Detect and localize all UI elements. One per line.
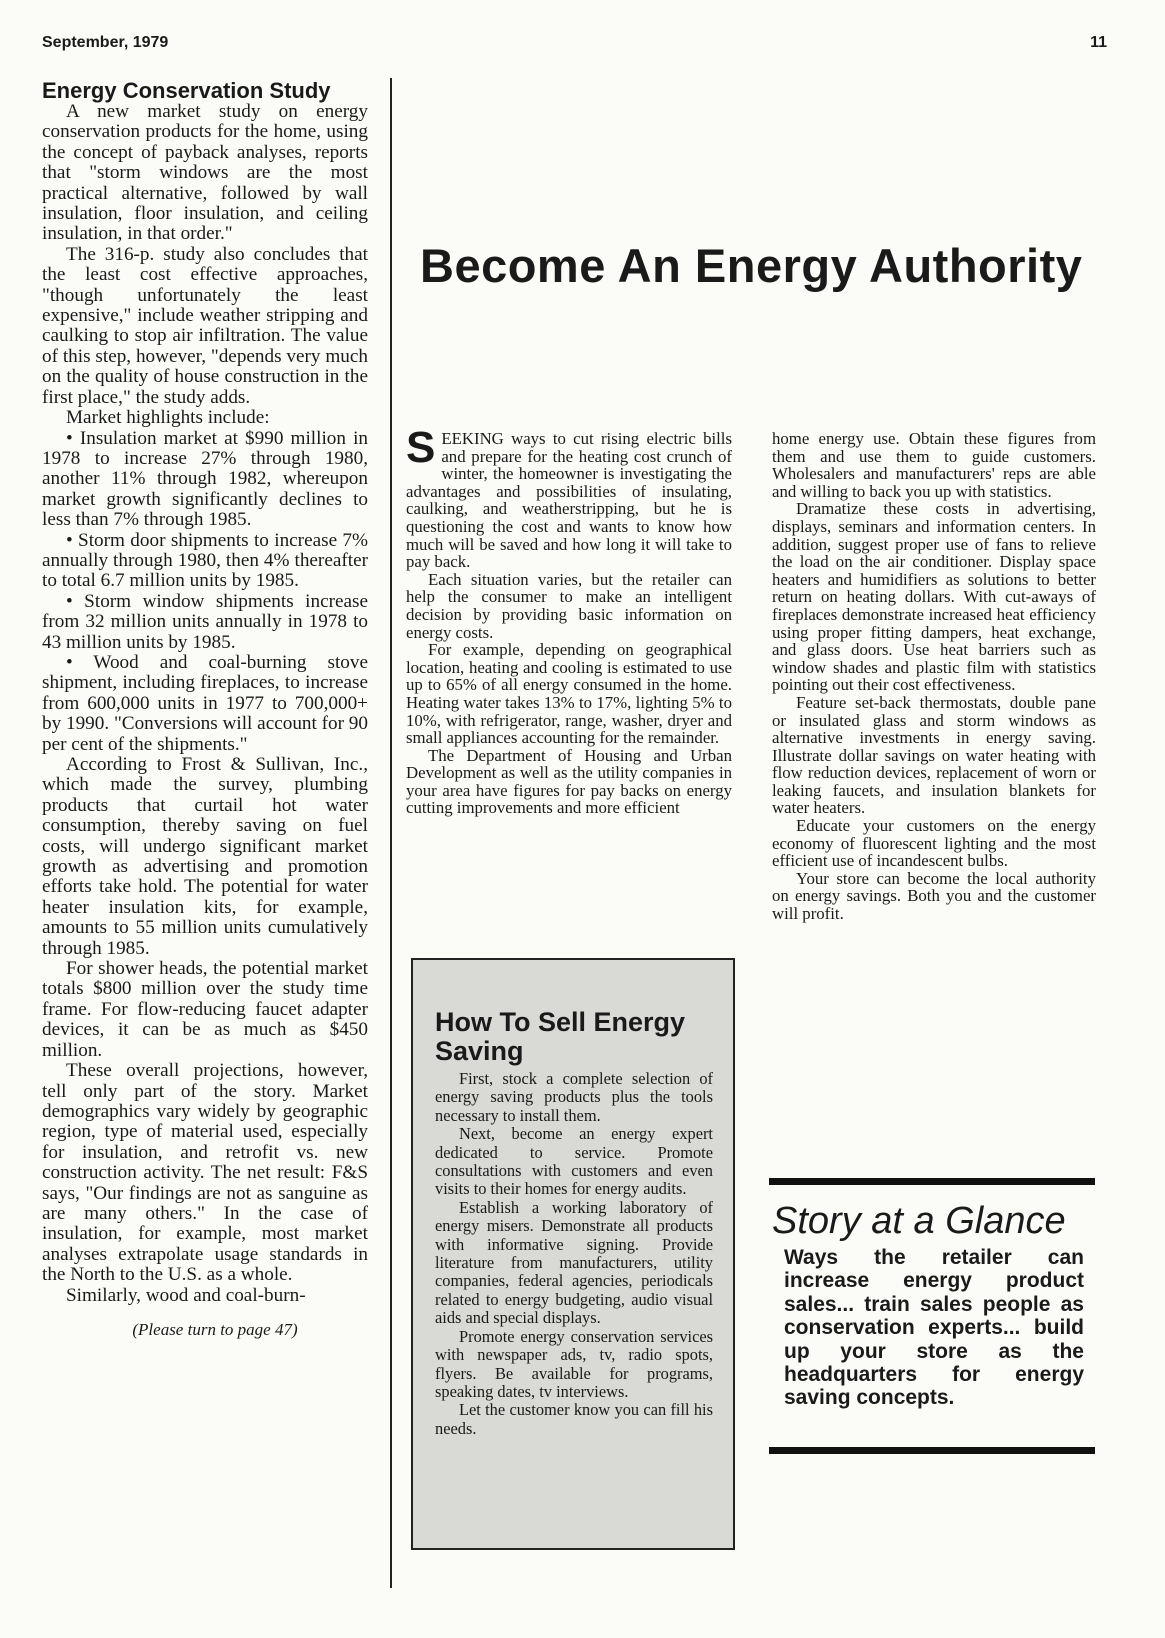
issue-date: September, 1979: [42, 34, 169, 51]
paragraph: home energy use. Obtain these figures from them and use them to guide customers. Wholesalers and manufacturers' reps are able and willing to back you up with statistics.: [772, 429, 1096, 501]
paragraph: The Department of Housing and Urban Development as well as the utility companies in your area have figures for pay backs on energy cutting improvements and more efficient: [406, 745, 732, 818]
paragraph: Market highlights include:: [66, 407, 270, 429]
bullet-paragraph: • Storm door shipments to increase 7% annually through 1980, then 4% thereafter to total 6.7 million units by 1985.: [42, 529, 368, 592]
main-headline: Become An Energy Authority: [420, 239, 1083, 292]
paragraph: Similarly, wood and coal-burn-: [66, 1284, 306, 1306]
glance-bottom-rule: [769, 1447, 1095, 1454]
box-title: How To Sell Energy Saving: [435, 1007, 686, 1066]
paragraph: The 316-p. study also concludes that the least cost effective approaches, "though unfortunately the least expensive," include weather stripping and caulking to stop air infiltration. The value of this step, however, "depends very much on the quality of house construction in the first place," the study adds.: [42, 243, 368, 408]
box-paragraph: Establish a working laboratory of energy misers. Demonstrate all products with informative signing. Provide literature from manufacturers, utility companies, federal agencies, periodicals related to energy budgeting, audio visual aids and special displays.: [435, 1197, 713, 1328]
page-number: 11: [1090, 34, 1107, 51]
column-divider: [390, 78, 392, 1588]
paragraph: Feature set-back thermostats, double pane or insulated glass and storm windows as alternative investments in energy saving. Illustrate dollar savings on water heating with flow reduction devices, replacement of worn or leaking faucets, and insulation blankets for water heaters.: [772, 692, 1096, 818]
main-article-column-2: [772, 430, 1096, 923]
paragraph: According to Frost & Sullivan, Inc., which made the survey, plumbing products that curtail hot water consumption, thereby saving on fuel costs, will undergo significant market growth as advertising and promotion efforts take hold. The potential for water heater insulation kits, for example, amounts to 55 million units cumulatively through 1985.: [42, 754, 368, 959]
box-paragraph: Let the customer know you can fill his needs.: [435, 1400, 713, 1438]
box-paragraph: Next, become an energy expert dedicated to service. Promote consultations with customers and even visits to their homes for energy audits.: [435, 1124, 713, 1199]
bullet-paragraph: • Storm window shipments increase from 32 million units annually in 1978 to 43 million units by 1985.: [42, 590, 368, 653]
glance-title: Story at a Glance: [772, 1200, 1066, 1242]
continued-note: (Please turn to page 47): [132, 1319, 298, 1339]
paragraph: Your store can become the local authority on energy savings. Both you and the customer will profit.: [772, 868, 1096, 924]
how-to-sell-box: [411, 958, 735, 1550]
paragraph: For shower heads, the potential market totals $800 million over the study time frame. For flow-reducing faucet adapter devices, it can be as much as $450 million.: [42, 958, 368, 1061]
paragraph: Dramatize these costs in advertising, displays, seminars and information centers. In addition, suggest proper use of fans to relieve the load on the air conditioner. Display space heaters and humidifiers as solutions to better return on heating dollars. With cut-aways of fireplaces demonstrate increased heat efficiency using proper fitting dampers, heat exchange, and glass doors. Use heat barriers such as window shades and plastic film with statistics pointing out their cost effectiveness.: [772, 499, 1096, 695]
bullet-paragraph: • Insulation market at $990 million in 1978 to increase 27% through 1980, another 11% through 1982, whereupon market growth significantly declines to less than 7% through 1985.: [42, 427, 368, 531]
bullet-paragraph: • Wood and coal-burning stove shipment, including fireplaces, to increase from 600,000 units in 1977 to 700,000+ by 1990. "Conversions will account for 90 per cent of the shipments.": [42, 651, 368, 755]
lead-paragraph: [406, 423, 732, 572]
paragraph: A new market study on energy conservation products for the home, using the concept of payback analyses, reports that "storm windows are the most practical alternative, followed by wall insulation, floor insulation, and ceiling insulation, in that order.": [42, 101, 368, 245]
sidebar-article-energy-study: [42, 80, 368, 1340]
lead-text: EEKING ways to cut rising electric bills and prepare for the heating cost crunch of winter, the homeowner is investigating the advantages and possibilities of insulating, caulking, and weatherstripping, but he is questioning the cost and wants to know how much will be saved and how long it will take to pay back.: [406, 429, 732, 572]
glance-top-rule: [769, 1178, 1095, 1185]
glance-summary: Ways the retailer can increase energy product sales... train sales people as conservation experts... build up your store as the headquarters for energy saving concepts.: [784, 1246, 1084, 1410]
paragraph: For example, depending on geographical location, heating and cooling is estimated to use up to 65% of all energy consumed in the home. Heating water takes 13% to 17%, lighting 5% to 10%, with refrigerator, range, washer, dryer and small appliances accounting for the remainder.: [406, 640, 732, 748]
article-title: Energy Conservation Study: [42, 78, 331, 103]
paragraph: Educate your customers on the energy economy of fluorescent lighting and the most efficient use of incandescent bulbs.: [772, 816, 1096, 871]
box-paragraph: First, stock a complete selection of energy saving products plus the tools necessary to install them.: [435, 1069, 713, 1125]
drop-cap: S: [406, 423, 436, 472]
paragraph: These overall projections, however, tell only part of the story. Market demographics vary widely by geographic region, type of material used, especially for insulation, and retrofit vs. new construction activity. The net result: F&S says, "Our findings are not as sanguine as are many others." In the case of insulation, for example, most market analyses extrapolate usage standards in the North to the U.S. as a whole.: [42, 1060, 368, 1286]
box-paragraph: Promote energy conservation services with newspaper ads, tv, radio spots, flyers. Be available for programs, speaking dates, tv interviews.: [435, 1326, 713, 1401]
paragraph: Each situation varies, but the retailer can help the consumer to make an intelligent decision by providing basic information on energy costs.: [406, 569, 732, 642]
main-article-column-1: [406, 423, 732, 818]
